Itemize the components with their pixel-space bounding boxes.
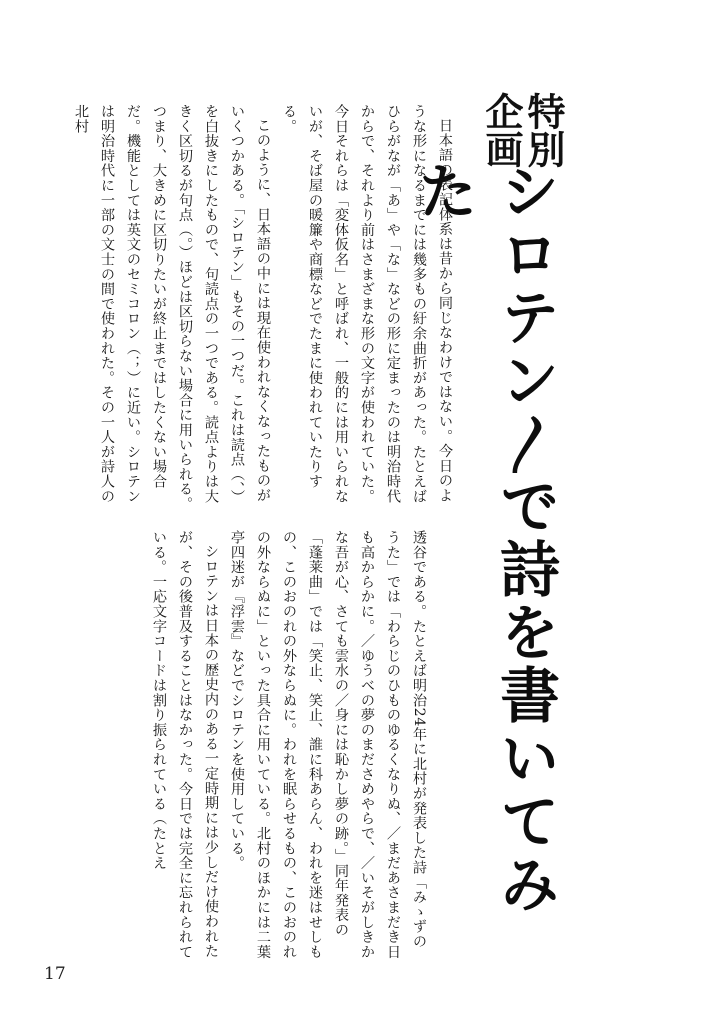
body-text-lower <box>92 530 432 962</box>
article-title: シロテン〳で詩を書いてみた <box>408 160 560 916</box>
page-number: 17 <box>44 964 66 984</box>
paragraph: シロテンは日本の歴史内のある一定時期には少しだけ使われたが、その後普及することはなかった。今日では完全に忘れられている。一応文字コードは割り振られている（たとえ <box>151 530 219 960</box>
kicker-line-2: 企画 <box>479 92 523 168</box>
kicker-line-1: 特別 <box>521 92 565 168</box>
paragraph: 透谷である。たとえば明治24年に北村が発表した詩「みゝずのうた」では「わらじのひものゆるくなりぬ、／まだあさまだき日も高からかに。／ゆうべの夢のまださめやらで、／いそがしきかな吾が心、さても雲水の／身には恥かし夢の跡。」同年発表の「蓬莱曲」では「笑止、笑止、誰に科あらん、われを迷はせしもの、このおのれの外ならぬに。われを眠らせるもの、このおのれの外ならぬに」といった具合に用いている。北村のほかには二葉亭四迷が『浮雲』などでシロテンを使用している。 <box>229 530 427 960</box>
body-text-upper <box>73 104 458 514</box>
paragraph: 日本語の表記体系は昔から同じなわけではない。今日のような形になるまでには幾多もの紆余曲折があった。たとえばひらがなが「あ」や「な」などの形に定まったのは明治時代からで、それより前はさまざまな形の文字が使われていた。今日それらは「変体仮名」と呼ばれ、一般的には用いられないが、そば屋の暖簾や商標などでたまに使われていたりする。 <box>281 104 453 504</box>
paragraph: このように、日本語の中には現在使われなくなったものがいくつかある。「シロテン」もその一つだ。これは読点（、）を白抜きにしたもので、句読点の一つである。読点よりは大きく区切るが句点（。）ほどは区切らない場合に用いられる。つまり、大きめに区切りたいが終止まではしたくない場合だ。機能としては英文のセミコロン（；）に近い。シロテンは明治時代に一部の文士の間で使われた。その一人が詩人の北村 <box>73 104 271 512</box>
